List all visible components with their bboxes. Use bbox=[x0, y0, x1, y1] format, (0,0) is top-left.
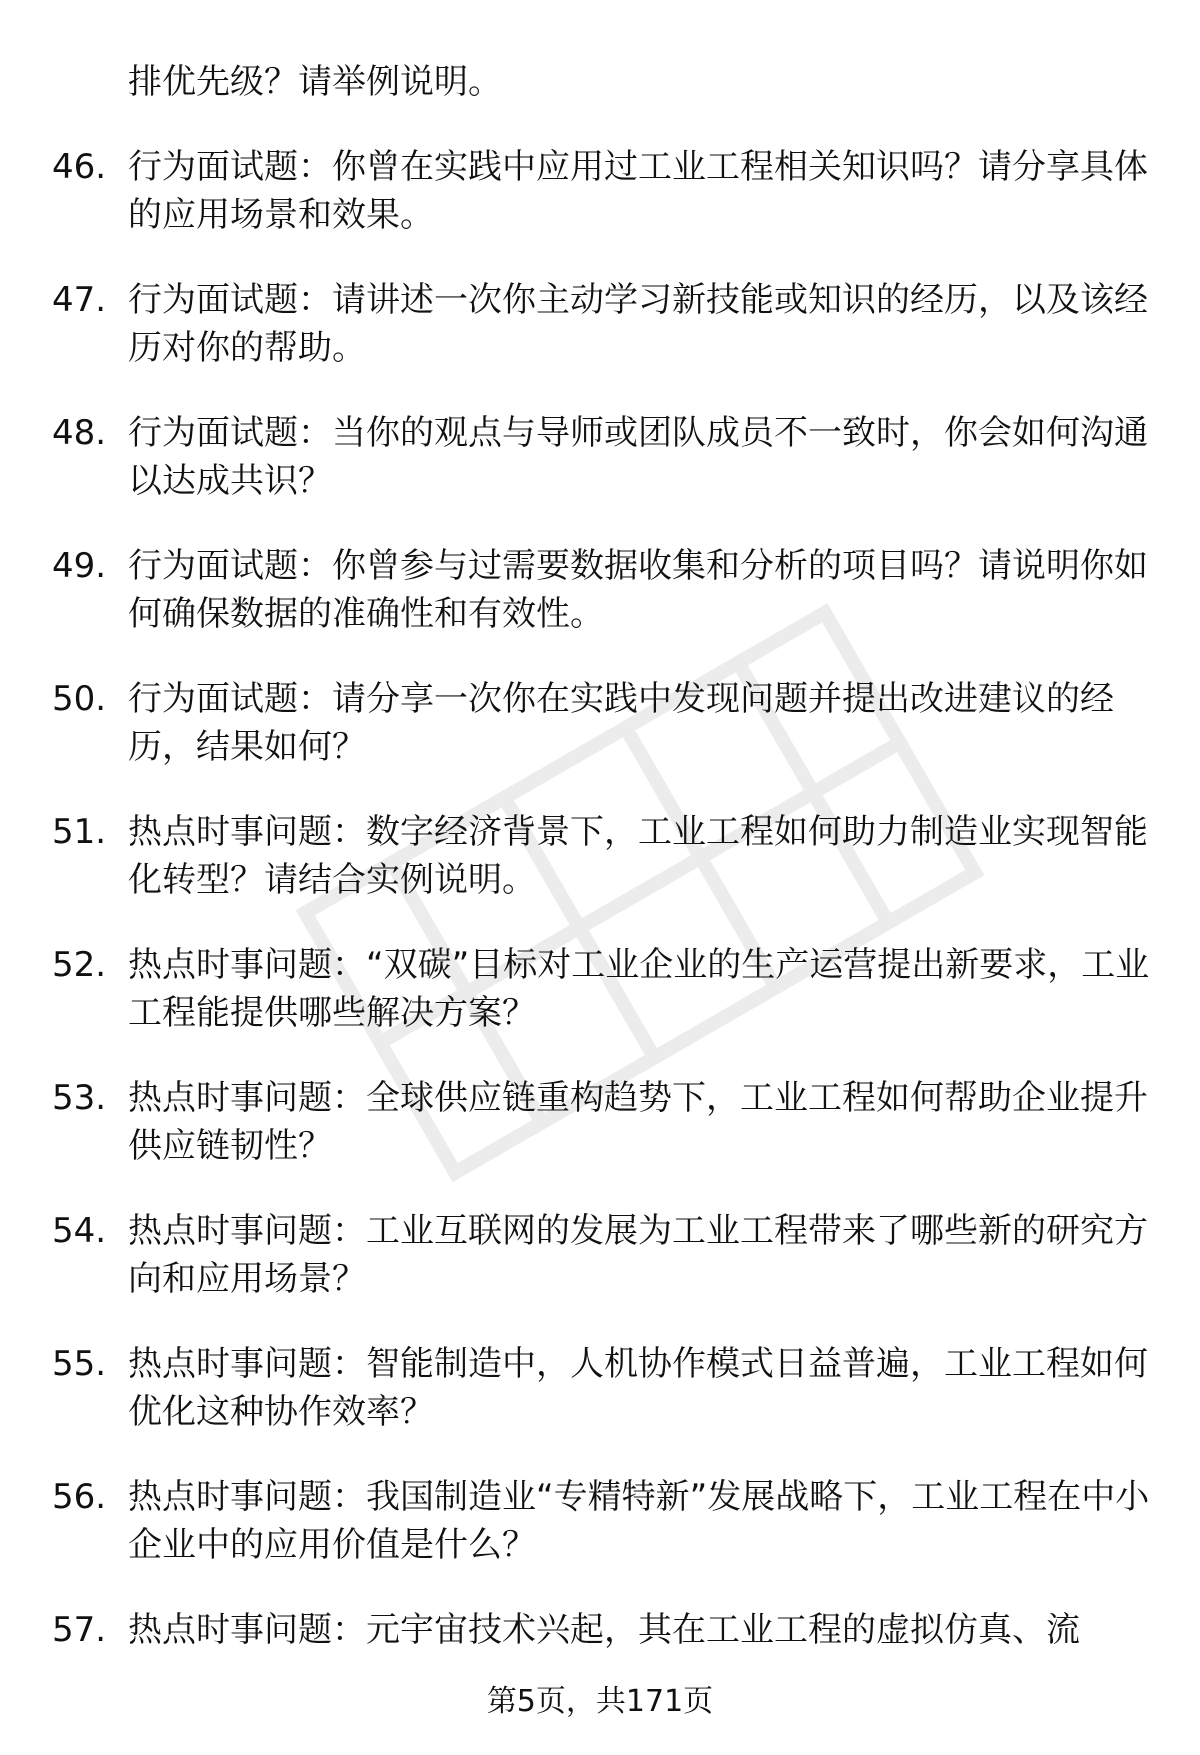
item-number: 53. bbox=[52, 1078, 107, 1118]
list-item bbox=[52, 1473, 1152, 1569]
item-number: 51. bbox=[52, 812, 107, 852]
item-number: 47. bbox=[52, 280, 107, 320]
list-item bbox=[52, 409, 1152, 505]
item-number: 55. bbox=[52, 1344, 107, 1384]
list-item bbox=[52, 143, 1152, 239]
list-item bbox=[52, 1606, 1152, 1654]
item-number: 49. bbox=[52, 546, 107, 586]
list-item bbox=[52, 675, 1152, 771]
item-text: 行为面试题：你曾在实践中应用过工业工程相关知识吗？请分享具体的应用场景和效果。 bbox=[128, 147, 1148, 235]
item-text: 行为面试题：请分享一次你在实践中发现问题并提出改进建议的经历，结果如何？ bbox=[128, 679, 1114, 767]
continued-text: 排优先级？请举例说明。 bbox=[128, 62, 502, 102]
item-number: 56. bbox=[52, 1477, 107, 1517]
list-item bbox=[52, 808, 1152, 904]
list-item bbox=[52, 941, 1152, 1037]
item-number: 54. bbox=[52, 1211, 107, 1251]
item-text: 行为面试题：你曾参与过需要数据收集和分析的项目吗？请说明你如何确保数据的准确性和有效性。 bbox=[128, 546, 1148, 634]
item-number: 50. bbox=[52, 679, 107, 719]
page-footer: 第5页，共171页 bbox=[486, 1684, 714, 1719]
item-text: 热点时事问题：“双碳”目标对工业企业的生产运营提出新要求，工业工程能提供哪些解决方案？ bbox=[128, 945, 1150, 1033]
item-text: 热点时事问题：全球供应链重构趋势下，工业工程如何帮助企业提升供应链韧性？ bbox=[128, 1078, 1148, 1166]
item-text: 热点时事问题：元宇宙技术兴起，其在工业工程的虚拟仿真、流 bbox=[128, 1610, 1080, 1650]
item-text: 行为面试题：当你的观点与导师或团队成员不一致时，你会如何沟通以达成共识？ bbox=[128, 413, 1148, 501]
question-list bbox=[52, 58, 1152, 1691]
item-text: 热点时事问题：我国制造业“专精特新”发展战略下，工业工程在中小企业中的应用价值是什么？ bbox=[128, 1477, 1150, 1565]
item-number: 46. bbox=[52, 147, 107, 187]
list-item bbox=[52, 1340, 1152, 1436]
item-number: 48. bbox=[52, 413, 107, 453]
item-number: 57. bbox=[52, 1610, 107, 1650]
list-item bbox=[52, 1207, 1152, 1303]
item-text: 热点时事问题：智能制造中，人机协作模式日益普遍，工业工程如何优化这种协作效率？ bbox=[128, 1344, 1148, 1432]
list-item bbox=[52, 276, 1152, 372]
item-text: 行为面试题：请讲述一次你主动学习新技能或知识的经历，以及该经历对你的帮助。 bbox=[128, 280, 1148, 368]
item-text: 热点时事问题：数字经济背景下，工业工程如何助力制造业实现智能化转型？请结合实例说明。 bbox=[128, 812, 1148, 900]
list-item bbox=[52, 1074, 1152, 1170]
item-text: 热点时事问题：工业互联网的发展为工业工程带来了哪些新的研究方向和应用场景？ bbox=[128, 1211, 1148, 1299]
list-item bbox=[52, 542, 1152, 638]
item-number: 52. bbox=[52, 945, 107, 985]
